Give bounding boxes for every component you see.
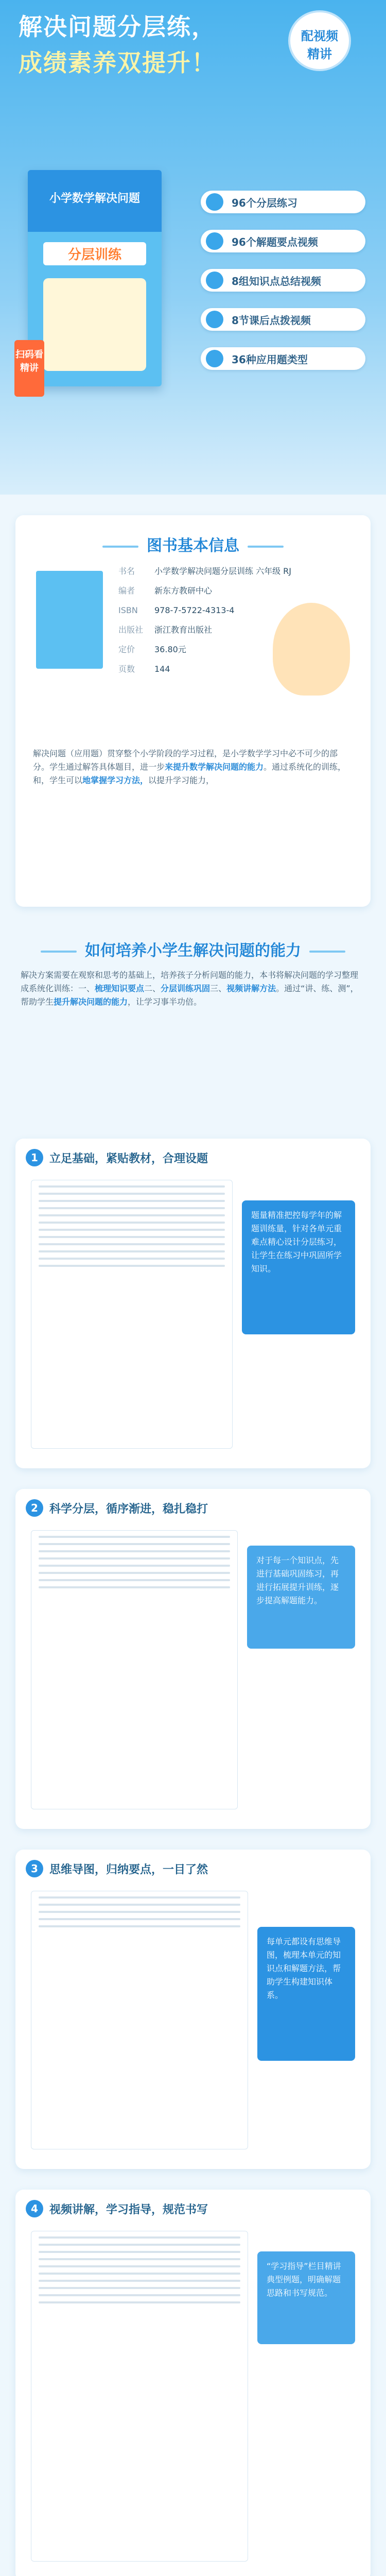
step-note: 对于每一个知识点，先进行基础巩固练习，再进行拓展提升训练，逐步提高解题能力。 <box>247 1546 355 1649</box>
hero-banner <box>0 0 386 495</box>
hero-title-line1: 解决问题分层练， <box>19 13 216 41</box>
step-card-3 <box>15 1850 371 2169</box>
video-badge <box>288 10 351 71</box>
step-card-1 <box>15 1139 371 1468</box>
info-text-c: 。通过系统化的训练， <box>264 762 346 772</box>
feature-item <box>201 191 365 213</box>
step-card-4 <box>15 2190 371 2576</box>
step-title: 思维导图，归纳要点，一目了然 <box>49 1863 208 1876</box>
kid-illustration <box>273 603 350 696</box>
step-card-2 <box>15 1489 371 1829</box>
how-text-f: 分层训练巩固 <box>161 984 210 993</box>
info-value: 36.80元 <box>154 645 186 654</box>
how-text-j: 提升解决问题的能力 <box>54 997 128 1007</box>
info-value: 小学数学解决问题分层训练 六年级 RJ <box>154 566 292 576</box>
step-header <box>26 2200 208 2217</box>
list-icon <box>206 350 223 367</box>
info-row <box>118 567 345 576</box>
info-text-a: 解决问题（应用题）贯穿整个小学阶段的学习过程，是小学数学学习中必不可少的部分。学生通过解答具体题目，进一步 <box>33 749 338 772</box>
feature-item <box>201 269 365 292</box>
step-note: 每单元都设有思维导图，梳理本单元的知识点和解题方法，帮助学生构建知识体系。 <box>257 1927 355 2061</box>
info-text-f: 地掌握学习方法， <box>82 775 149 785</box>
step-number: 2 <box>26 1499 43 1517</box>
page-preview <box>31 1530 238 1809</box>
check-icon <box>206 193 223 211</box>
play-icon <box>206 272 223 289</box>
how-text-c: 整理成系统化训练：一、 <box>21 970 359 993</box>
page-preview <box>31 2231 248 2562</box>
feature-label: 96个分层练习 <box>232 196 297 209</box>
step-title: 科学分层，循序渐进，稳扎稳打 <box>49 1502 208 1516</box>
info-row <box>118 586 345 596</box>
how-title: 如何培养小学生解决问题的能力 <box>0 938 386 960</box>
how-text-h: 视频讲解方法 <box>226 984 276 993</box>
feature-label: 8节课后点拨视频 <box>232 314 311 327</box>
cover-illustration <box>43 278 146 371</box>
video-badge-line2: 精讲 <box>307 47 332 61</box>
hero-title-line2: 成绩素养双提升！ <box>19 49 216 77</box>
info-key: 编者 <box>118 586 135 596</box>
feature-label: 36种应用题类型 <box>232 353 308 366</box>
how-description <box>21 969 365 1009</box>
step-title: 视频讲解，学习指导，规范书写 <box>49 2203 208 2216</box>
play-icon <box>206 232 223 250</box>
how-text-d: 梳理知识要点 <box>95 984 145 993</box>
info-value: 978-7-5722-4313-4 <box>154 605 235 615</box>
step-title: 立足基础，紧贴教材，合理设题 <box>49 1152 208 1165</box>
step-number: 4 <box>26 2200 43 2217</box>
how-text-e: 二、 <box>144 984 161 993</box>
scan-tag: 扫码看精讲 <box>14 340 44 397</box>
feature-label: 8组知识点总结视频 <box>232 275 321 287</box>
info-key: 出版社 <box>118 625 144 635</box>
play-icon <box>206 311 223 328</box>
book-info-card <box>15 515 371 907</box>
hero-book-cover <box>28 170 162 386</box>
info-key: 定价 <box>118 645 135 654</box>
how-text-b: 本书将解决问题的学习 <box>259 970 342 980</box>
info-text-g: 以提升学习能力， <box>148 775 215 785</box>
info-value: 浙江教育出版社 <box>154 625 213 635</box>
feature-item <box>201 347 365 370</box>
info-text-b: 来提升数学解决问题的能力 <box>165 762 264 772</box>
feature-list <box>201 191 365 386</box>
step-header <box>26 1499 208 1517</box>
info-description <box>33 747 353 787</box>
feature-item <box>201 308 365 331</box>
how-text-i: 。通过“讲、练、测”，帮助学生 <box>21 984 359 1007</box>
video-badge-line1: 配视频 <box>301 29 338 43</box>
info-text-e: ，学生可以 <box>41 775 83 785</box>
info-key: 书名 <box>118 566 135 576</box>
step-note: 题量精准把控每学年的解题训练量，针对各单元重难点精心设计分层练习，让学生在练习中巩固所学知识。 <box>242 1200 355 1334</box>
mindmap-preview <box>31 1891 248 2149</box>
step-number: 1 <box>26 1149 43 1166</box>
step-header <box>26 1860 208 1877</box>
info-key: ISBN <box>118 605 138 615</box>
feature-item <box>201 230 365 252</box>
page-preview <box>31 1180 233 1449</box>
feature-label: 96个解题要点视频 <box>232 235 318 248</box>
cover-subtitle: 分层训练 <box>43 242 146 265</box>
info-value: 144 <box>154 664 170 674</box>
step-header <box>26 1149 208 1166</box>
book-info-title: 图书基本信息 <box>0 533 386 555</box>
info-book-cover <box>36 571 103 669</box>
step-number: 3 <box>26 1860 43 1877</box>
info-text-d: 和 <box>33 775 42 785</box>
step-note: “学习指导”栏目精讲典型例题，明确解题思路和书写规范。 <box>257 2251 355 2344</box>
how-text-g: 三、 <box>210 984 227 993</box>
how-text-k: ，让学习事半功倍。 <box>128 997 202 1007</box>
cover-title: 小学数学解决问题 <box>49 192 140 205</box>
how-text-a: 解决方案需要在观察和思考的基础上，培养孩子分析问题的能力， <box>21 970 260 980</box>
info-value: 新东方教研中心 <box>154 586 213 596</box>
info-key: 页数 <box>118 664 135 674</box>
